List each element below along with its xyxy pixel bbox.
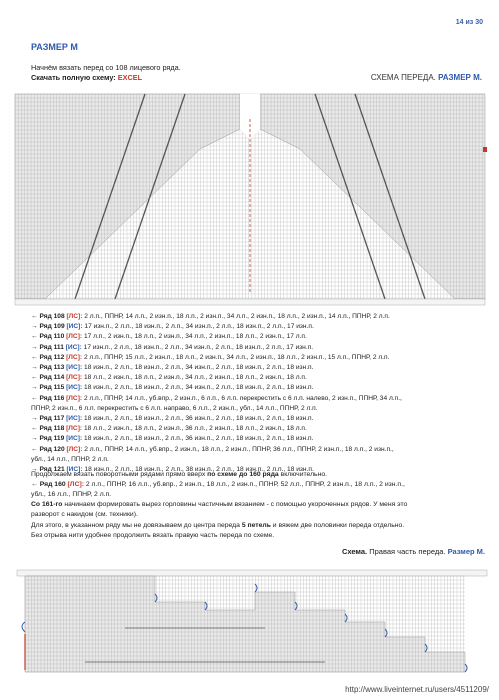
split-note — [31, 521, 491, 541]
row-label: Ряд 110 — [39, 333, 65, 341]
row-label: Ряд 119 — [39, 435, 65, 443]
row-text: 18 изн.п., 2 л.п., 18 изн.п., 2 л.п., 36 изн.п., 2 л.п., 18 изн.п., 2 л.п., 18 изн.п. — [84, 415, 314, 423]
download-label: Скачать полную схему: — [31, 73, 116, 82]
row-arrow: → — [31, 466, 38, 474]
turn-marker — [465, 664, 467, 672]
row-side: [ИС]: — [65, 343, 82, 351]
bottom-axis — [15, 299, 485, 305]
top-axis — [17, 570, 487, 576]
split-suffix: и вяжем две половинки переда отдельно. — [272, 522, 405, 529]
row-side: [ЛС]: — [66, 353, 83, 361]
row-161-text-2: разворот с накидом (см. техники). — [31, 511, 138, 518]
row-label: Ряд 114 — [39, 374, 65, 382]
split-note-line-2: Без отрыва нити удобнее продолжить вязать правую часть переда по схеме. — [31, 532, 275, 539]
instruction-row — [31, 434, 491, 444]
size-heading: РАЗМЕР М — [31, 42, 78, 52]
row-arrow: → — [31, 384, 38, 392]
continue-note — [31, 470, 491, 480]
instruction-row — [31, 353, 491, 363]
row-side: [ИС]: — [66, 415, 83, 423]
intro-text — [31, 63, 181, 83]
row-label: Ряд 113 — [39, 364, 65, 372]
row-side: [ЛС]: — [66, 394, 83, 402]
instruction-row — [31, 455, 491, 465]
turn-marker — [345, 614, 347, 622]
row-label: Ряд 112 — [39, 353, 65, 361]
row-instructions — [31, 312, 491, 475]
split-note-line-1 — [31, 521, 491, 531]
row-160-arrow: ← — [31, 481, 38, 488]
instruction-row — [31, 312, 491, 322]
row-label: Ряд 109 — [39, 323, 65, 331]
row-161-bold: Со 161-го — [31, 501, 63, 508]
front-knitting-chart — [5, 89, 495, 309]
row-text: 17 л.п., 2 изн.п., 18 л.п., 2 изн.п., 34 л.п., 2 изн.п., 18 л.п., 2 изн.п., 17 л.п. — [83, 333, 307, 341]
row-161-note — [31, 500, 491, 510]
row-label: Ряд 108 — [39, 313, 65, 320]
instruction-row — [31, 445, 491, 455]
intro-line-1: Начнём вязать перед со 108 лицевого ряда. — [31, 63, 181, 72]
row-arrow: ← — [31, 394, 38, 402]
front-scheme-title — [371, 73, 482, 82]
row-160-label: Ряд 160 — [39, 481, 66, 488]
row-label: Ряд 121 — [39, 466, 65, 474]
row-side: [ИС]: — [66, 323, 83, 331]
row-label: Ряд 115 — [39, 384, 65, 392]
row-161-text: начинаем формировать вырез горловины частичным вязанием - с помощью укороченных рядов. У меня это — [64, 501, 408, 508]
continue-prefix: Продолжаем вязать поворотными рядами прямо вверх — [31, 471, 206, 478]
row-text: 2 л.п., ППНР, 14 л.п., 2 изн.п., 18 л.п., 2 изн.п., 34 л.п., 2 изн.п., 18 л.п., 2 изн.п., 14 л.п., ППНР, 2 л.п. — [84, 313, 390, 320]
row-text: 18 изн.п., 2 л.п., 18 изн.п., 2 л.п., 36 изн.п., 2 л.п., 18 изн.п., 2 л.п., 18 изн.п. — [84, 435, 314, 443]
row-label: Ряд 111 — [39, 343, 64, 351]
row-side: [ЛС]: — [66, 425, 83, 433]
row-text: 17 изн.п., 2 л.п., 18 изн.п., 2 л.п., 34 изн.п., 2 л.п., 18 изн.п., 2 л.п., 17 изн.п. — [84, 323, 314, 331]
front-scheme-size: РАЗМЕР М. — [438, 73, 482, 82]
scheme2-size: Размер М. — [447, 547, 485, 556]
row-label: Ряд 116 — [39, 394, 65, 402]
row-arrow: ← — [31, 333, 38, 341]
row-arrow: ← — [31, 313, 38, 320]
instruction-row — [31, 363, 491, 373]
right-part-scheme-title — [342, 547, 485, 556]
row-label: Ряд 120 — [39, 445, 65, 453]
row-160-side: [ЛС]: — [67, 481, 84, 488]
instruction-row — [31, 414, 491, 424]
instruction-row — [31, 322, 491, 332]
row-160-cont: убл., 16 л.п., ППНР, 2 л.п. — [31, 491, 112, 498]
split-prefix: Для этого, в указанном ряду мы не довязываем до центра переда — [31, 522, 240, 529]
right-part-knitting-chart — [5, 562, 495, 684]
instruction-row — [31, 424, 491, 434]
continue-bold: по схеме до 160 ряда — [207, 471, 279, 478]
row-text: 2 л.п., ППНР, 14 л.п., уб.впр., 2 изн.п., 6 л.п., 6 л.п. перекрестить с 6 л.п. налево, 2 изн.п., ППНР, 34 л.п., — [83, 394, 402, 402]
row-text: 2 л.п., ППНР, 15 л.п., 2 изн.п., 18 л.п., 2 изн.п., 34 л.п., 2 изн.п., 18 л.п., 2 изн.п., 15 л.п., ППНР, 2 л.п. — [83, 353, 390, 361]
row-160-text: 2 л.п., ППНР, 16 л.п., уб.впр., 2 изн.п., 18 л.п., 2 изн.п., ППНР, 52 л.п., ППНР, 2 изн.п., 18 л.п., 2 изн.п., — [85, 481, 405, 488]
split-bold: 5 петель — [241, 522, 271, 529]
row-side: [ЛС]: — [66, 313, 83, 320]
instruction-row — [31, 343, 491, 353]
row-arrow: ← — [31, 425, 38, 433]
row-arrow: ← — [31, 374, 38, 382]
instruction-row — [31, 332, 491, 342]
instruction-row — [31, 373, 491, 383]
footer-url[interactable]: http://www.liveinternet.ru/users/4511209/ — [345, 685, 489, 694]
instruction-row — [31, 394, 491, 404]
row-label: Ряд 117 — [39, 415, 65, 423]
row-text: 2 л.п., ППНР, 14 л.п., уб.впр., 2 изн.п., 18 л.п., 2 изн.п., ППНР, 36 л.п., ППНР, 2 изн.п., 18 л.п., 2 изн.п., — [84, 445, 394, 453]
row-arrow: → — [31, 364, 38, 372]
row-label: Ряд 118 — [39, 425, 65, 433]
scheme2-middle: Правая часть переда. — [369, 547, 446, 556]
row-160 — [31, 480, 491, 490]
row-side: [ИС]: — [66, 466, 83, 474]
row-text: 18 л.п., 2 изн.п., 18 л.п., 2 изн.п., 36 л.п., 2 изн.п., 18 л.п., 2 изн.п., 18 л.п. — [83, 425, 307, 433]
row-text: убл., 14 л.п., ППНР, 2 л.п. — [31, 455, 109, 463]
scheme2-prefix: Схема. — [341, 547, 368, 556]
continue-suffix: включительно. — [280, 471, 328, 478]
row-text: 17 изн.п., 2 л.п., 18 изн.п., 2 л.п., 34 изн.п., 2 л.п., 18 изн.п., 2 л.п., 17 изн.п. — [83, 343, 314, 351]
marker — [483, 147, 487, 152]
row-text: 18 изн.п., 2 л.п., 18 изн.п., 2 л.п., 34 изн.п., 2 л.п., 18 изн.п., 2 л.п., 18 изн.п. — [84, 384, 314, 392]
page-number: 14 из 30 — [455, 19, 483, 26]
turn-marker — [295, 602, 297, 610]
instruction-row — [31, 404, 491, 414]
row-arrow: → — [31, 323, 38, 331]
row-arrow: → — [31, 435, 38, 443]
row-side: [ЛС]: — [66, 445, 83, 453]
row-arrow: → — [31, 343, 38, 351]
turn-marker — [205, 602, 207, 610]
row-160-block — [31, 480, 491, 520]
row-text: 18 л.п., 2 изн.п., 18 л.п., 2 изн.п., 34 л.п., 2 изн.п., 18 л.п., 2 изн.п., 18 л.п. — [83, 374, 307, 382]
row-side: [ИС]: — [66, 384, 83, 392]
intro-line-2 — [31, 73, 181, 83]
row-side: [ЛС]: — [66, 333, 83, 341]
row-text: 18 изн.п., 2 л.п., 18 изн.п., 2 л.п., 38 изн.п., 2 л.п., 18 изн.п., 2 л.п., 18 изн.п. — [84, 466, 314, 474]
instruction-row — [31, 383, 491, 393]
row-text: ППНР, 2 изн.п., 6 л.п. перекрестить с 6 л.п. направо, 6 л.п., 2 изн.п., убл., 14 л.п., ППНР, 2 л.п. — [31, 404, 318, 412]
turn-marker — [22, 622, 25, 632]
row-arrow: ← — [31, 353, 38, 361]
row-side: [ИС]: — [66, 435, 83, 443]
row-text: 18 изн.п., 2 л.п., 18 изн.п., 2 л.п., 34 изн.п., 2 л.п., 18 изн.п., 2 л.п., 18 изн.п. — [84, 364, 314, 372]
row-arrow: → — [31, 415, 38, 423]
row-side: [ЛС]: — [66, 374, 83, 382]
excel-link[interactable]: EXCEL — [117, 73, 143, 82]
turn-marker — [155, 594, 157, 602]
row-side: [ИС]: — [66, 364, 83, 372]
row-arrow: ← — [31, 445, 38, 453]
front-scheme-title-text: СХЕМА ПЕРЕДА. — [370, 73, 436, 82]
